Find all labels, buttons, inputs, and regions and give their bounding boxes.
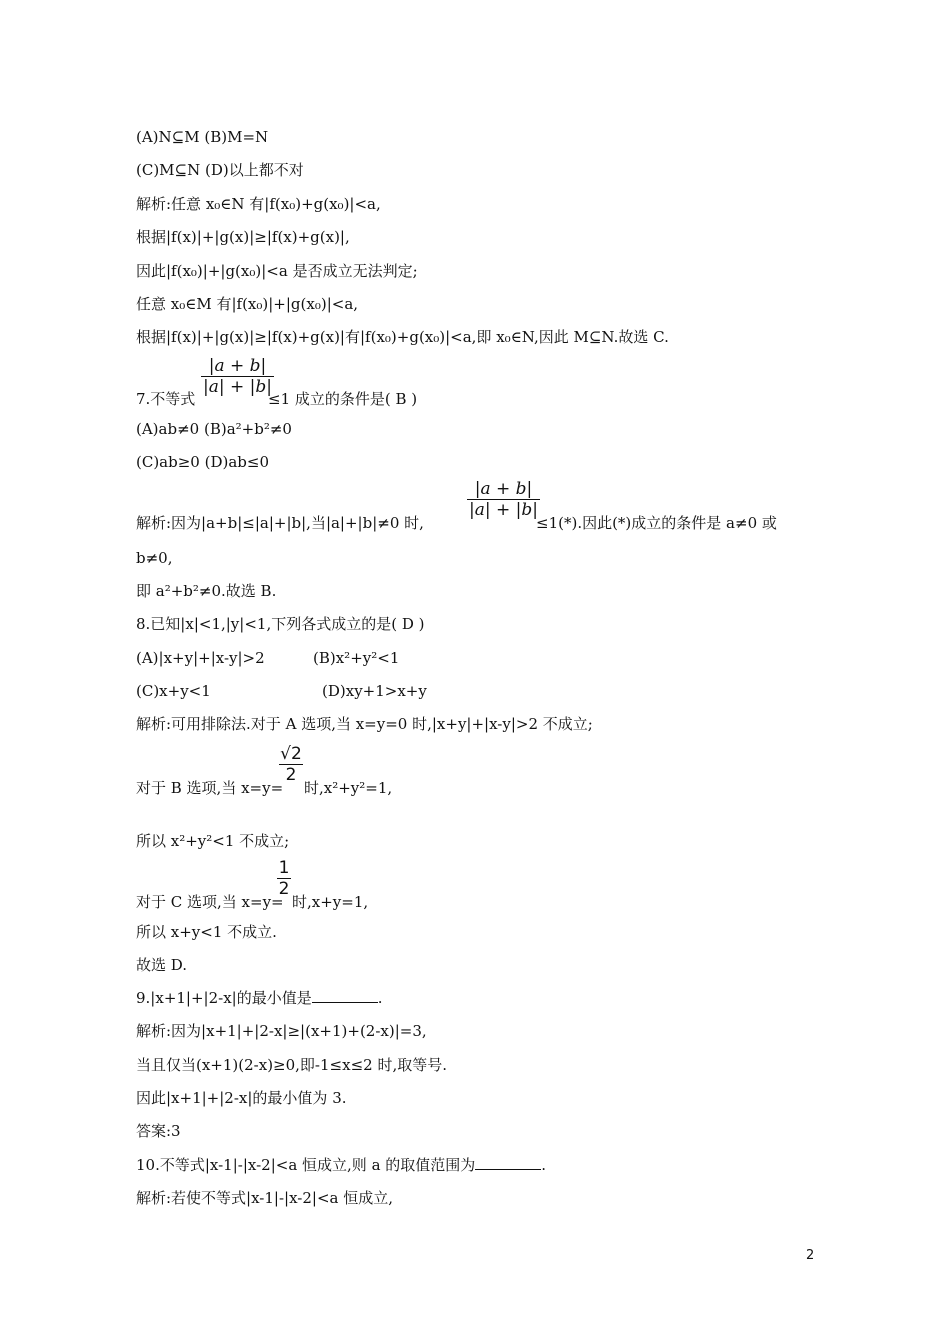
analysis-line: 因此|f(x₀)|+|g(x₀)|<a 是否成立无法判定; [136, 262, 418, 280]
option-b: (B)x²+y²<1 [313, 649, 400, 667]
option-line-ab: (A)ab≠0 (B)a²+b²≠0 [136, 420, 292, 438]
analysis-line: 根据|f(x)|+|g(x)|≥|f(x)+g(x)|, [136, 228, 350, 246]
option-d: (D)xy+1>x+y [322, 682, 427, 700]
analysis-line: 对于 B 选项,当 x=y= [136, 779, 284, 797]
sqrt2-fraction [279, 744, 303, 785]
question-7-suffix: ≤1 成立的条件是( B ) [268, 390, 418, 408]
fraction-denominator: |a| + |b| [469, 500, 538, 520]
fraction-numerator: 1 [278, 858, 290, 878]
analysis-line: 所以 x²+y²<1 不成立; [136, 832, 290, 850]
analysis-line: 时,x+y=1, [292, 893, 369, 911]
analysis-line: 解析:若使不等式|x-1|-|x-2|<a 恒成立, [136, 1189, 394, 1207]
option-line-cd: (C)ab≥0 (D)ab≤0 [136, 453, 269, 471]
answer-blank [475, 1155, 541, 1170]
option-a: (A)|x+y|+|x-y|>2 [136, 649, 265, 667]
analysis-line: 解析:因为|a+b|≤|a|+|b|,当|a|+|b|≠0 时, [136, 514, 424, 532]
analysis-line: b≠0, [136, 549, 173, 567]
question-9 [136, 988, 383, 1008]
analysis-line: 根据|f(x)|+|g(x)|≥|f(x)+g(x)|有|f(x₀)+g(x₀)|<a,即 x₀∈N,因此 M⊆N.故选 C. [136, 328, 669, 346]
analysis-line: 解析:可用排除法.对于 A 选项,当 x=y=0 时,|x+y|+|x-y|>2 不成立; [136, 715, 593, 733]
analysis-line: 解析:因为|x+1|+|2-x|≥|(x+1)+(2-x)|=3, [136, 1022, 427, 1040]
page-number: 2 [806, 1248, 815, 1263]
question-9-period: . [377, 989, 383, 1007]
fraction-denominator: 2 [285, 765, 297, 785]
option-c: (C)x+y<1 [136, 682, 211, 700]
answer-line: 答案:3 [136, 1122, 181, 1140]
question-9-text: 9.|x+1|+|2-x|的最小值是 [136, 989, 312, 1007]
fraction-numerator: |a + b| [208, 356, 267, 376]
fraction-numerator: √2 [280, 744, 302, 764]
analysis-line: ≤1(*).因此(*)成立的条件是 a≠0 或 [536, 514, 777, 532]
option-line-ab: (A)N⊆M (B)M=N [136, 128, 269, 146]
analysis-line: 解析:任意 x₀∈N 有|f(x₀)+g(x₀)|<a, [136, 195, 381, 213]
abs-fraction [201, 356, 274, 397]
abs-fraction [467, 479, 540, 520]
analysis-line: 对于 C 选项,当 x=y= [136, 893, 284, 911]
fraction-denominator: |a| + |b| [203, 377, 272, 397]
fraction-numerator: |a + b| [474, 479, 533, 499]
question-10 [136, 1155, 546, 1175]
answer-choice: 故选 D. [136, 956, 188, 974]
question-10-period: . [541, 1156, 547, 1174]
analysis-line: 任意 x₀∈M 有|f(x₀)|+|g(x₀)|<a, [136, 295, 359, 313]
analysis-line: 当且仅当(x+1)(2-x)≥0,即-1≤x≤2 时,取等号. [136, 1056, 447, 1074]
analysis-line: 时,x²+y²=1, [304, 779, 393, 797]
answer-blank [312, 988, 378, 1003]
half-fraction [277, 858, 291, 899]
fraction-denominator: 2 [278, 879, 290, 899]
question-8: 8.已知|x|<1,|y|<1,下列各式成立的是( D ) [136, 615, 425, 633]
analysis-line: 所以 x+y<1 不成立. [136, 923, 277, 941]
question-7-prefix: 7.不等式 [136, 390, 196, 408]
option-line-cd: (C)M⊆N (D)以上都不对 [136, 161, 304, 179]
question-10-text: 10.不等式|x-1|-|x-2|<a 恒成立,则 a 的取值范围为 [136, 1156, 476, 1174]
analysis-line: 因此|x+1|+|2-x|的最小值为 3. [136, 1089, 347, 1107]
analysis-line: 即 a²+b²≠0.故选 B. [136, 582, 277, 600]
